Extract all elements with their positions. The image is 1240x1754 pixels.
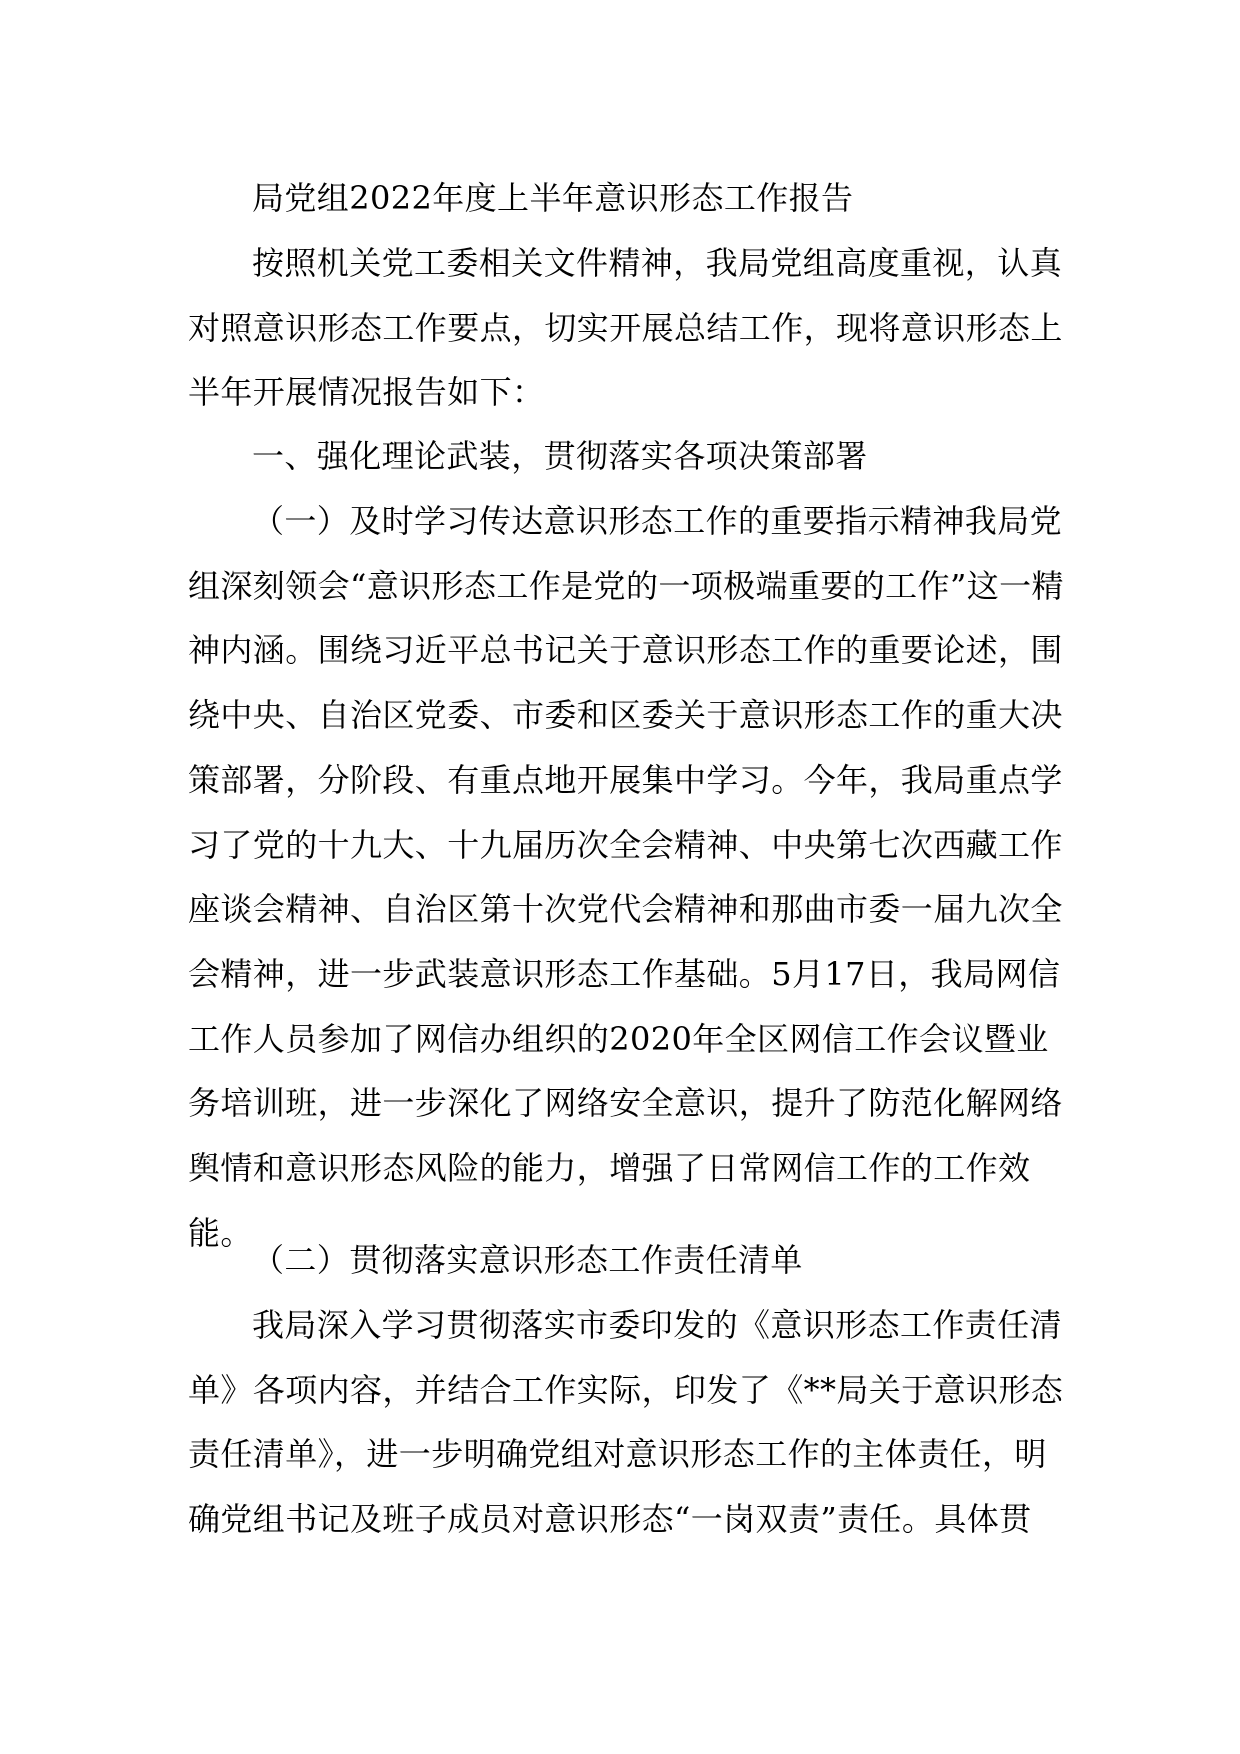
section-heading-1: 一、强化理论武装，贯彻落实各项决策部署 bbox=[252, 437, 868, 475]
section-1-item-2-heading: （二）贯彻落实意识形态工作责任清单 bbox=[252, 1241, 803, 1279]
intro-paragraph: 按照机关党工委相关文件精神，我局党组高度重视，认真对照意识形态工作要点，切实开展总结工作，现将意识形态上半年开展情况报告如下： bbox=[188, 244, 1063, 412]
section-1-item-2-paragraph: 我局深入学习贯彻落实市委印发的《意识形态工作责任清单》各项内容，并结合工作实际，印发了《**局关于意识形态责任清单》，进一步明确党组对意识形态工作的主体责任，明确党组书记及班子成员对意识形态“一岗双责”责任。具体贯 bbox=[188, 1306, 1064, 1539]
document-title: 局党组2022年度上半年意识形态工作报告 bbox=[252, 179, 854, 217]
section-1-item-1-paragraph: （一）及时学习传达意识形态工作的重要指示精神我局党组深刻领会“意识形态工作是党的一项极端重要的工作”这一精神内涵。围绕习近平总书记关于意识形态工作的重要论述，围绕中央、自治区党委、市委和区委关于意识形态工作的重大决策部署，分阶段、有重点地开展集中学习。今年，我局重点学习了党的十九大、十九届历次全会精神、中央第七次西藏工作座谈会精神、自治区第十次党代会精神和那曲市委一届九次全会精神，进一步武装意识形态工作基础。5月17日，我局网信工作人员参加了网信办组织的2020年全区网信工作会议暨业务培训班，进一步深化了网络安全意识，提升了防范化解网络舆情和意识形态风险的能力，增强了日常网信工作的工作效能。 bbox=[188, 502, 1064, 1252]
